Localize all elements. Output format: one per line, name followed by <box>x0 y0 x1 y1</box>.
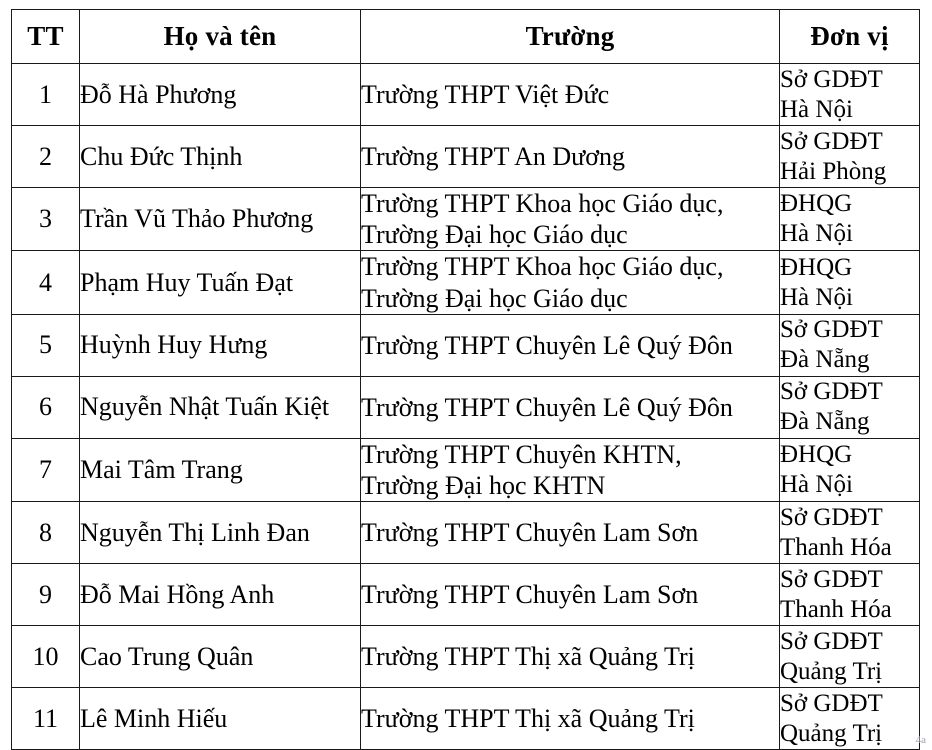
unit-line-2: Quảng Trị <box>780 719 883 747</box>
unit-line-1: Sở GDĐT <box>780 65 883 93</box>
unit-line-2: Thanh Hóa <box>780 533 892 561</box>
unit-line-1: Sở GDĐT <box>780 316 883 344</box>
cell-index: 3 <box>12 188 80 251</box>
unit-line-2: Hải Phòng <box>780 157 887 185</box>
cell-school <box>361 688 780 750</box>
cell-index: 5 <box>12 314 80 376</box>
unit-line-1: Sở GDĐT <box>780 503 883 531</box>
table-row <box>12 251 920 314</box>
cell-index: 10 <box>12 626 80 688</box>
school-line-1: Trường THPT Chuyên Lam Sơn <box>361 518 699 548</box>
cell-unit <box>780 314 920 376</box>
unit-line-2: Hà Nội <box>780 220 853 248</box>
cell-student-name: Đỗ Hà Phương <box>80 64 361 126</box>
school-line-1: Trường THPT Thị xã Quảng Trị <box>361 642 695 672</box>
unit-line-2: Đà Nẵng <box>780 346 870 374</box>
school-line-1: Trường THPT Khoa học Giáo dục, <box>361 189 724 218</box>
table-header <box>12 10 920 64</box>
school-line-1: Trường THPT Thị xã Quảng Trị <box>361 704 695 734</box>
table-row <box>12 314 920 376</box>
cell-index: 9 <box>12 564 80 626</box>
table-row <box>12 626 920 688</box>
unit-line-1: Sở GDĐT <box>780 378 883 406</box>
cell-student-name: Huỳnh Huy Hưng <box>80 314 361 376</box>
cell-unit <box>780 64 920 126</box>
unit-line-2: Hà Nội <box>780 283 853 311</box>
table-body <box>12 64 920 750</box>
scan-artifact-mark: 4a <box>915 734 926 746</box>
school-line-1: Trường THPT Chuyên Lê Quý Đôn <box>361 392 733 422</box>
school-line-1: Trường THPT Chuyên Lê Quý Đôn <box>361 330 733 360</box>
unit-line-1: ĐHQG <box>780 190 853 218</box>
school-line-2: Trường Đại học Giáo dục <box>361 283 628 313</box>
unit-line-2: Đà Nẵng <box>780 408 870 436</box>
cell-school <box>361 314 780 376</box>
cell-student-name: Đỗ Mai Hồng Anh <box>80 564 361 626</box>
cell-student-name: Chu Đức Thịnh <box>80 126 361 188</box>
table-row <box>12 688 920 750</box>
table-row <box>12 188 920 251</box>
school-line-2: Trường Đại học KHTN <box>361 470 606 500</box>
cell-student-name: Nguyễn Nhật Tuấn Kiệt <box>80 376 361 438</box>
cell-index: 4 <box>12 251 80 314</box>
column-header-school: Trường <box>361 10 780 64</box>
cell-index: 7 <box>12 438 80 501</box>
cell-school <box>361 438 780 501</box>
unit-line-1: Sở GDĐT <box>780 127 883 155</box>
cell-student-name: Cao Trung Quân <box>80 626 361 688</box>
unit-line-2: Thanh Hóa <box>780 595 892 623</box>
cell-unit <box>780 626 920 688</box>
table-row <box>12 438 920 501</box>
table-row <box>12 564 920 626</box>
school-line-1: Trường THPT Chuyên Lam Sơn <box>361 580 699 610</box>
unit-line-1: ĐHQG <box>780 253 853 281</box>
cell-unit <box>780 688 920 750</box>
column-header-unit: Đơn vị <box>780 10 920 64</box>
unit-line-2: Hà Nội <box>780 470 853 498</box>
cell-school <box>361 251 780 314</box>
cell-unit <box>780 126 920 188</box>
cell-unit <box>780 188 920 251</box>
table-row <box>12 376 920 438</box>
unit-line-2: Hà Nội <box>780 95 853 123</box>
cell-school <box>361 626 780 688</box>
cell-unit <box>780 438 920 501</box>
cell-school <box>361 188 780 251</box>
cell-student-name: Trần Vũ Thảo Phương <box>80 188 361 251</box>
cell-unit <box>780 251 920 314</box>
cell-school <box>361 64 780 126</box>
cell-school <box>361 564 780 626</box>
unit-line-1: ĐHQG <box>780 440 853 468</box>
unit-line-2: Quảng Trị <box>780 657 883 685</box>
cell-student-name: Mai Tâm Trang <box>80 438 361 501</box>
cell-index: 8 <box>12 502 80 564</box>
table-header-row <box>12 10 920 64</box>
cell-student-name: Lê Minh Hiếu <box>80 688 361 750</box>
cell-school <box>361 376 780 438</box>
column-header-tt: TT <box>12 10 80 64</box>
column-header-name: Họ và tên <box>80 10 361 64</box>
table-row <box>12 64 920 126</box>
cell-unit <box>780 502 920 564</box>
cell-index: 11 <box>12 688 80 750</box>
cell-index: 6 <box>12 376 80 438</box>
cell-student-name: Nguyễn Thị Linh Đan <box>80 502 361 564</box>
school-line-1: Trường THPT An Dương <box>361 141 625 171</box>
table-row <box>12 502 920 564</box>
school-line-2: Trường Đại học Giáo dục <box>361 220 628 250</box>
cell-student-name: Phạm Huy Tuấn Đạt <box>80 251 361 314</box>
unit-line-1: Sở GDĐT <box>780 627 883 655</box>
unit-line-1: Sở GDĐT <box>780 689 883 717</box>
cell-index: 1 <box>12 64 80 126</box>
school-line-1: Trường THPT Chuyên KHTN, <box>361 439 682 469</box>
cell-school <box>361 126 780 188</box>
student-roster-table <box>11 9 920 750</box>
school-line-1: Trường THPT Việt Đức <box>361 79 610 109</box>
school-line-1: Trường THPT Khoa học Giáo dục, <box>361 252 724 282</box>
table-row <box>12 126 920 188</box>
cell-index: 2 <box>12 126 80 188</box>
cell-school <box>361 502 780 564</box>
unit-line-1: Sở GDĐT <box>780 565 883 593</box>
cell-unit <box>780 564 920 626</box>
cell-unit <box>780 376 920 438</box>
